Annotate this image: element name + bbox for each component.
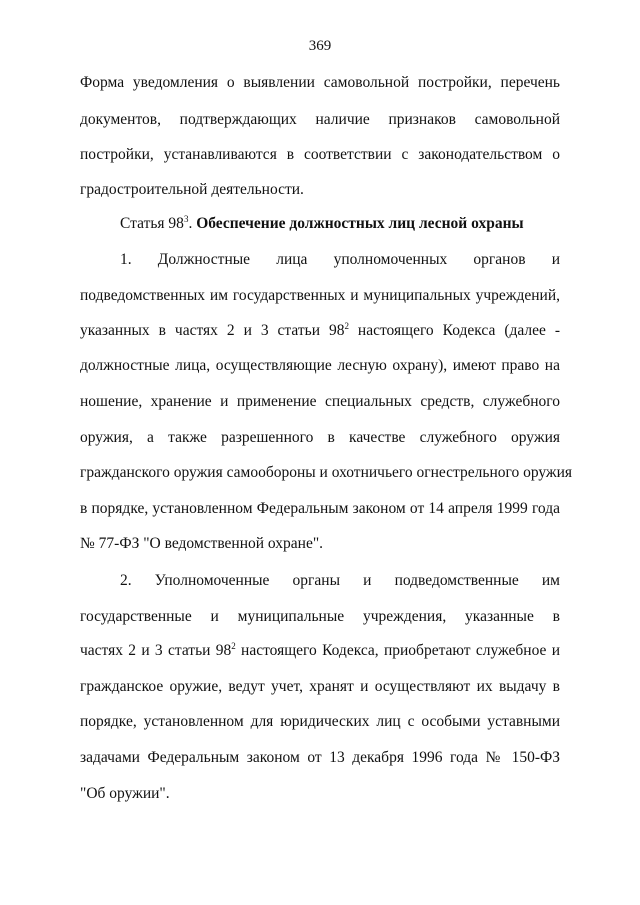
text-line: порядке, установленном для юридических лиц с особыми уставными (80, 713, 560, 730)
article-title: Обеспечение должностных лиц лесной охраны (196, 215, 524, 232)
text-line: градостроительной деятельности. (80, 181, 304, 198)
superscript: 2 (344, 320, 349, 331)
text-line: подведомственных им государственных и муниципальных учреждений, (80, 287, 560, 304)
article-prefix: Статья 98 (120, 215, 184, 232)
text-line: задачами Федеральным законом от 13 декабря 1996 года № 150-ФЗ (80, 749, 560, 766)
text-line: постройки, устанавливаются в соответствии с законодательством о (80, 146, 560, 163)
text-part: частях 2 и 3 статьи 98 (80, 642, 232, 659)
text-line: должностные лица, осуществляющие лесную охрану), имеют право на (80, 357, 560, 374)
article-superscript: 3 (183, 213, 189, 224)
text-line: 1. Должностные лица уполномоченных органов и (120, 251, 560, 268)
text-part: настоящего Кодекса (далее - (348, 322, 560, 339)
text-line: в порядке, установленном Федеральным законом от 14 апреля 1999 года (80, 500, 560, 517)
text-part: настоящего Кодекса, приобретают служебное и (235, 642, 560, 659)
article-separator: . (188, 215, 197, 232)
text-line: Форма уведомления о выявлении самовольной постройки, перечень (80, 74, 560, 91)
superscript: 2 (231, 640, 236, 651)
text-line: "Об оружии". (80, 785, 170, 802)
text-line (80, 642, 560, 660)
text-line: документов, подтверждающих наличие признаков самовольной (80, 111, 560, 128)
page-number: 369 (308, 38, 332, 54)
text-line: оружия, а также разрешенного в качестве служебного оружия (80, 429, 560, 446)
text-line: ношение, хранение и применение специальных средств, служебного (80, 393, 560, 410)
text-line: гражданское оружие, ведут учет, хранят и осуществляют их выдачу в (80, 678, 560, 695)
text-line: гражданского оружия самообороны и охотничьего огнестрельного оружия (80, 464, 573, 481)
text-part: указанных в частях 2 и 3 статьи 98 (80, 322, 345, 339)
text-line: 2. Уполномоченные органы и подведомственные им (120, 572, 560, 589)
article-heading (120, 215, 560, 233)
text-line (80, 322, 560, 340)
text-line: № 77-ФЗ "О ведомственной охране". (80, 535, 324, 552)
text-line: государственные и муниципальные учреждения, указанные в (80, 608, 560, 625)
